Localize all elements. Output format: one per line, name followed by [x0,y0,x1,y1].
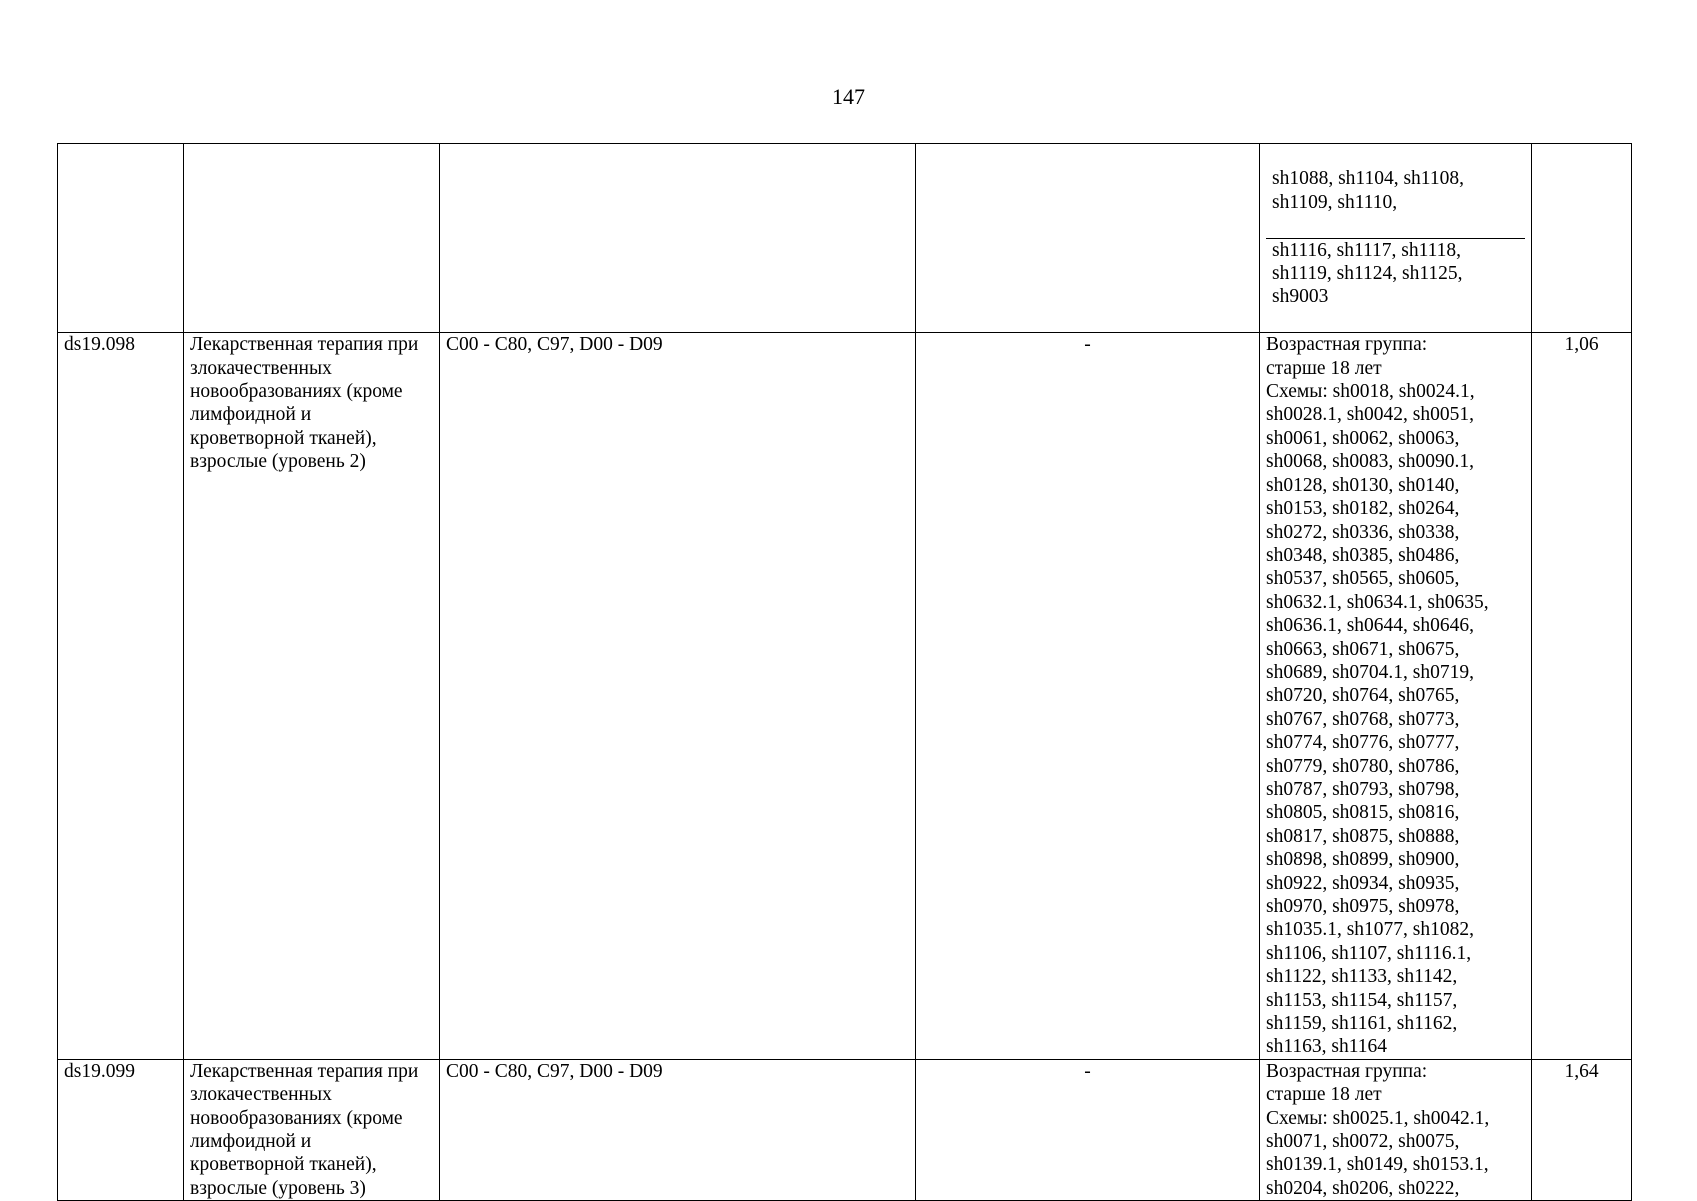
code-cell: ds19.099 [58,1059,184,1200]
coefficient-cell: 1,64 [1532,1059,1632,1200]
table-row [58,333,1632,1060]
mkb-cell [440,144,916,333]
coefficient-cell: 1,06 [1532,333,1632,1060]
page-number: 147 [832,84,865,109]
code-cell [58,144,184,333]
extra-code-cell: - [916,1059,1260,1200]
extra-code-cell [916,144,1260,333]
mkb-cell: C00 - C80, C97, D00 - D09 [440,333,916,1060]
name-cell [184,144,440,333]
code-cell: ds19.098 [58,333,184,1060]
criteria-part: sh1088, sh1104, sh1108, sh1109, sh1110, [1272,168,1464,213]
table-row [58,1059,1632,1200]
name-cell: Лекарственная терапия при злокачественных новообразованиях (кроме лимфоидной и кроветворной тканей), взрослые (уровень 2) [184,333,440,1060]
criteria-cell [1260,144,1532,333]
tariff-table [57,143,1632,1201]
criteria-cell: Возрастная группа: старше 18 лет Схемы: sh0018, sh0024.1, sh0028.1, sh0042, sh0051, sh0061, sh0062, sh0063, sh0068, sh0083, sh0090.1, sh0128, sh0130, sh0140, sh0153, sh0182, sh0264, sh0272, sh0336, sh0338, sh0348, sh0385, sh0486, sh0537, sh0565, sh0605, sh0632.1, sh0634.1, sh0635, sh0636.1, sh0644, sh0646, sh0663, sh0671, sh0675, sh0689, sh0704.1, sh0719, sh0720, sh0764, sh0765, sh0767, sh0768, sh0773, sh0774, sh0776, sh0777, sh0779, sh0780, sh0786, sh0787, sh0793, sh0798, sh0805, sh0815, sh0816, sh0817, sh0875, sh0888, sh0898, sh0899, sh0900, sh0922, sh0934, sh0935, sh0970, sh0975, sh0978, sh1035.1, sh1077, sh1082, sh1106, sh1107, sh1116.1, sh1122, sh1133, sh1142, sh1153, sh1154, sh1157, sh1159, sh1161, sh1162, sh1163, sh1164 [1260,333,1532,1060]
name-cell: Лекарственная терапия при злокачественных новообразованиях (кроме лимфоидной и кроветворной тканей), взрослые (уровень 3) [184,1059,440,1200]
extra-code-cell: - [916,333,1260,1060]
coefficient-cell [1532,144,1632,333]
mkb-cell: C00 - C80, C97, D00 - D09 [440,1059,916,1200]
criteria-cell: Возрастная группа: старше 18 лет Схемы: sh0025.1, sh0042.1, sh0071, sh0072, sh0075, sh0139.1, sh0149, sh0153.1, sh0204, sh0206, sh0222, [1260,1059,1532,1200]
table-row-continuation [58,144,1632,333]
criteria-part: sh1116, sh1117, sh1118, sh1119, sh1124, sh1125, sh9003 [1266,238,1525,309]
